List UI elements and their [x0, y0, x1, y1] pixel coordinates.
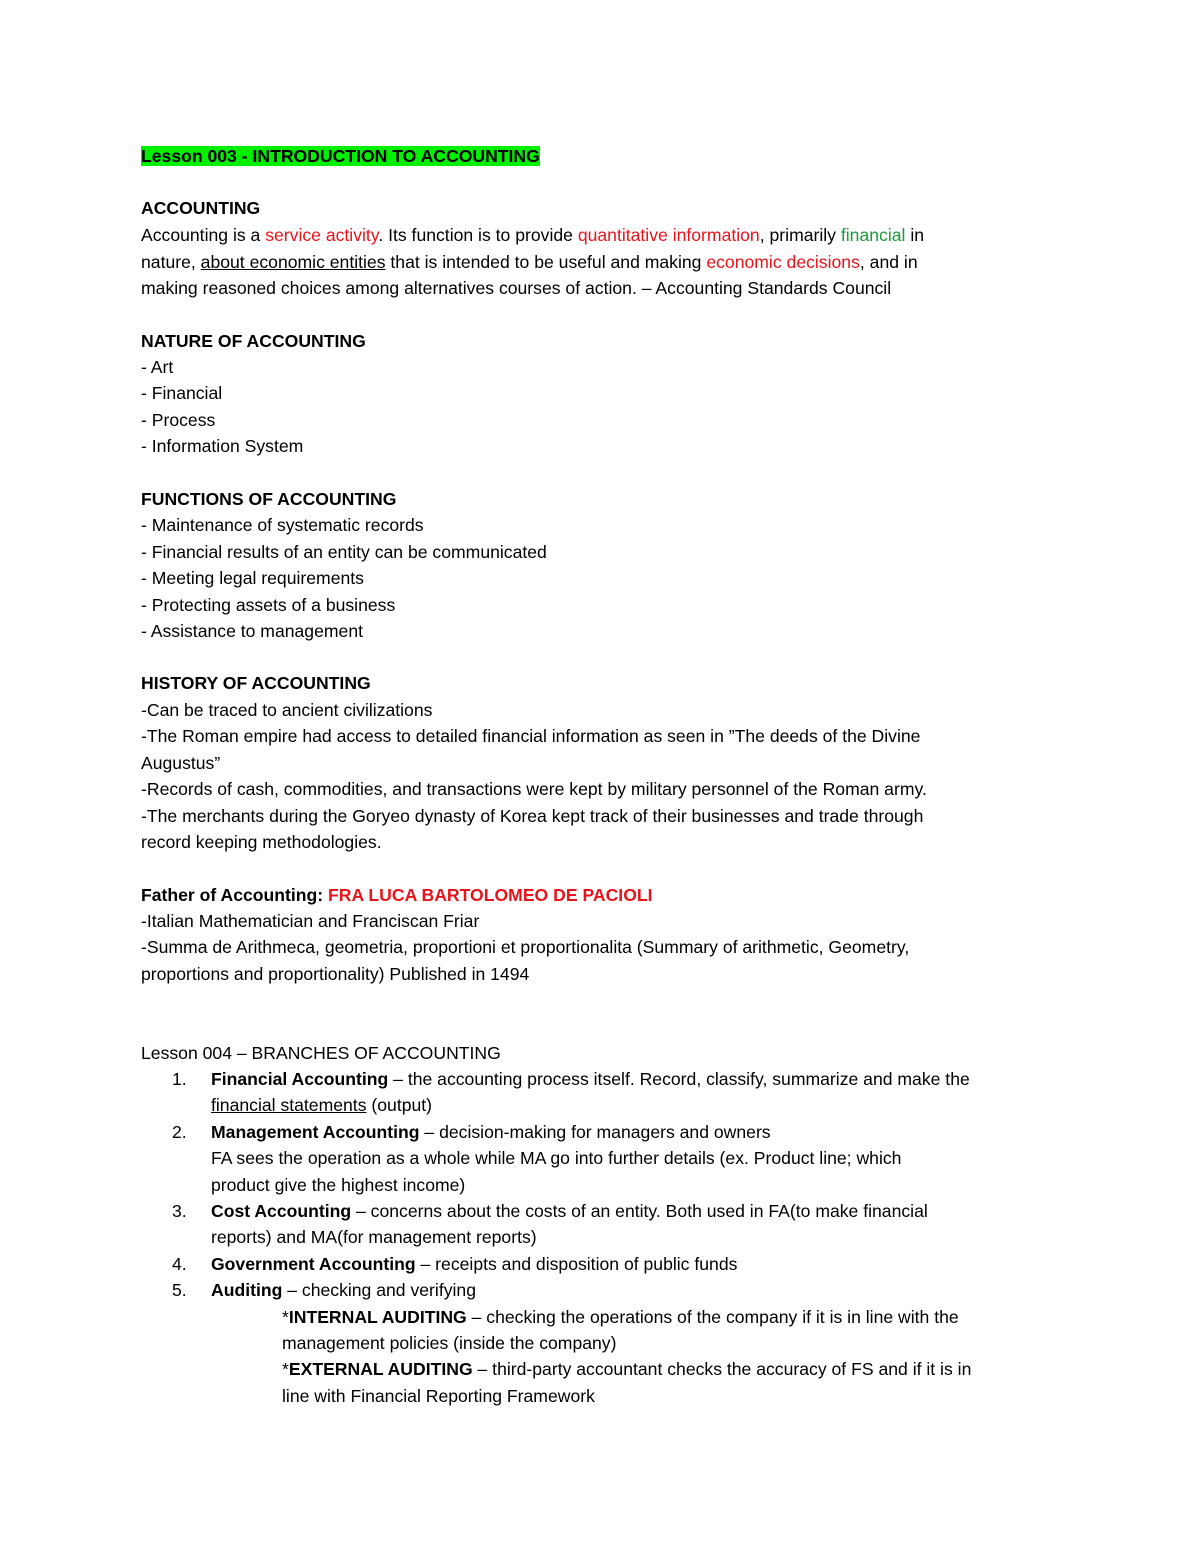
list-item: - Process	[141, 410, 216, 430]
branch-term: Management Accounting	[211, 1122, 420, 1142]
internal-auditing	[282, 1306, 959, 1328]
internal-auditing-line-2: management policies (inside the company)	[282, 1333, 617, 1353]
branch-item-government	[211, 1253, 737, 1275]
branch-line: product give the highest income)	[211, 1175, 466, 1195]
lesson-004-title: Lesson 004 – BRANCHES OF ACCOUNTING	[141, 1043, 501, 1063]
list-item: - Assistance to management	[141, 621, 363, 641]
asterisk: *	[282, 1307, 289, 1327]
economic-entities-term: about economic entities	[200, 252, 386, 272]
list-number: 5.	[172, 1280, 187, 1300]
branch-desc: – checking and verifying	[282, 1280, 476, 1300]
branch-desc: – the accounting process itself. Record, classify, summarize and make the	[388, 1069, 970, 1089]
list-item: - Protecting assets of a business	[141, 595, 396, 615]
external-auditing-line-2: line with Financial Reporting Framework	[282, 1386, 595, 1406]
branch-desc: – decision-making for managers and owners	[419, 1122, 771, 1142]
history-line: -The merchants during the Goryeo dynasty of Korea kept track of their businesses and trade through	[141, 806, 924, 826]
branch-term: Financial Accounting	[211, 1069, 389, 1089]
text-run: . Its function is to provide	[378, 225, 578, 245]
branch-item-financial-line-2	[211, 1094, 432, 1116]
external-auditing-term: EXTERNAL AUDITING	[288, 1359, 473, 1379]
accounting-definition-line-3: making reasoned choices among alternatives courses of action. – Accounting Standards Council	[141, 278, 892, 298]
text-run: in	[905, 225, 925, 245]
branch-desc: – concerns about the costs of an entity. Both used in FA(to make financial	[351, 1201, 928, 1221]
accounting-definition-line-2	[141, 251, 918, 273]
branch-item-auditing	[211, 1279, 476, 1301]
accounting-heading: ACCOUNTING	[141, 198, 261, 218]
branch-item-cost	[211, 1200, 928, 1222]
text-run: – checking the operations of the company if it is in line with the	[466, 1307, 959, 1327]
father-line: proportions and proportionality) Published in 1494	[141, 964, 530, 984]
lesson-003-title	[141, 145, 540, 167]
branch-desc: – receipts and disposition of public funds	[415, 1254, 738, 1274]
history-line: -The Roman empire had access to detailed financial information as seen in ”The deeds of the Divine	[141, 726, 921, 746]
financial-statements-term: financial statements	[211, 1095, 367, 1115]
branch-item-management	[211, 1121, 771, 1143]
history-line: record keeping methodologies.	[141, 832, 382, 852]
branch-term: Auditing	[211, 1280, 283, 1300]
text-run: , and in	[859, 252, 918, 272]
text-run: (output)	[366, 1095, 433, 1115]
history-line: Augustus”	[141, 753, 221, 773]
list-item: - Financial	[141, 383, 223, 403]
text-run: that is intended to be useful and making	[385, 252, 707, 272]
branch-line: reports) and MA(for management reports)	[211, 1227, 537, 1247]
text-run: nature,	[141, 252, 201, 272]
father-name: FRA LUCA BARTOLOMEO DE PACIOLI	[328, 885, 653, 905]
text-run: – third-party accountant checks the accuracy of FS and if it is in	[472, 1359, 972, 1379]
history-line: -Can be traced to ancient civilizations	[141, 700, 433, 720]
list-item: - Art	[141, 357, 174, 377]
service-activity-term: service activity	[265, 225, 379, 245]
financial-term: financial	[840, 225, 906, 245]
father-of-accounting	[141, 884, 653, 906]
text-run: , primarily	[759, 225, 841, 245]
list-item: - Meeting legal requirements	[141, 568, 364, 588]
economic-decisions-term: economic decisions	[706, 252, 860, 272]
list-number: 2.	[172, 1122, 187, 1142]
external-auditing	[282, 1358, 971, 1380]
text-run: Accounting is a	[141, 225, 266, 245]
history-heading: HISTORY OF ACCOUNTING	[141, 673, 371, 693]
lesson-003-title-text: Lesson 003 - INTRODUCTION TO ACCOUNTING	[141, 146, 540, 166]
nature-heading: NATURE OF ACCOUNTING	[141, 331, 366, 351]
branch-term: Cost Accounting	[211, 1201, 352, 1221]
list-number: 4.	[172, 1254, 187, 1274]
list-item: - Information System	[141, 436, 304, 456]
list-item: - Financial results of an entity can be communicated	[141, 542, 547, 562]
branch-term: Government Accounting	[211, 1254, 416, 1274]
quantitative-information-term: quantitative information	[577, 225, 760, 245]
list-number: 3.	[172, 1201, 187, 1221]
list-item: - Maintenance of systematic records	[141, 515, 424, 535]
father-line: -Italian Mathematician and Franciscan Friar	[141, 911, 480, 931]
list-number: 1.	[172, 1069, 187, 1089]
branch-line: FA sees the operation as a whole while MA go into further details (ex. Product line; which	[211, 1148, 902, 1168]
internal-auditing-term: INTERNAL AUDITING	[288, 1307, 467, 1327]
asterisk: *	[282, 1359, 289, 1379]
accounting-definition-line-1	[141, 224, 924, 246]
branch-item-financial	[211, 1068, 970, 1090]
functions-heading: FUNCTIONS OF ACCOUNTING	[141, 489, 397, 509]
father-line: -Summa de Arithmeca, geometria, proportioni et proportionalita (Summary of arithmetic, Geometry,	[141, 937, 910, 957]
history-line: -Records of cash, commodities, and transactions were kept by military personnel of the Roman army.	[141, 779, 927, 799]
father-label: Father of Accounting:	[141, 885, 329, 905]
